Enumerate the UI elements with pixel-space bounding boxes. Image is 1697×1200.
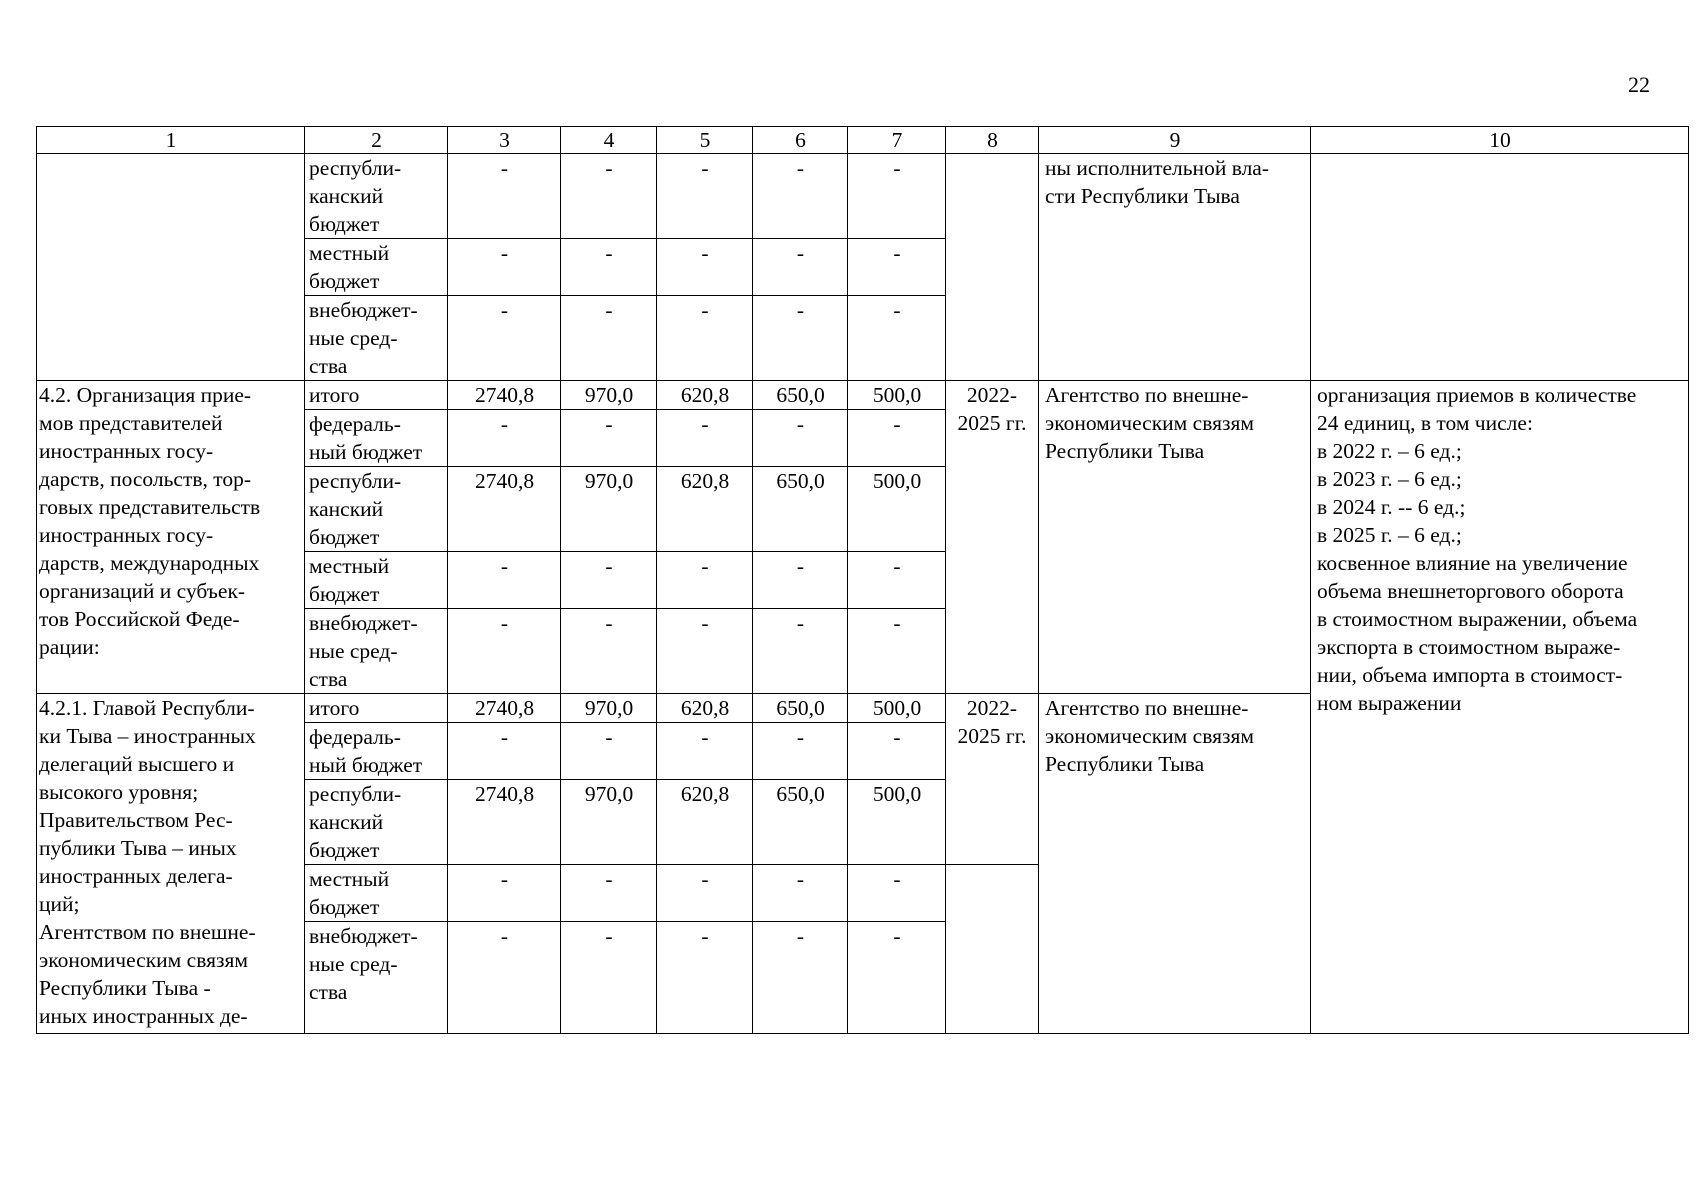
value-cell: -	[561, 239, 657, 296]
value-cell: -	[753, 865, 848, 922]
value-cell: 650,0	[753, 381, 848, 410]
table-row	[37, 154, 1689, 239]
value-cell: -	[657, 239, 753, 296]
value-cell: -	[753, 922, 848, 1034]
value-cell: -	[561, 865, 657, 922]
value-cell: 500,0	[848, 694, 946, 723]
value-cell: -	[561, 552, 657, 609]
executor-cell: Агентство по внешне- экономическим связям Республики Тыва	[1039, 381, 1311, 694]
funding-source: итого	[305, 381, 448, 410]
value-cell: -	[753, 723, 848, 780]
value-cell: -	[448, 410, 561, 467]
header-row	[37, 127, 1689, 154]
value-cell: -	[657, 609, 753, 694]
value-cell: -	[561, 609, 657, 694]
header-cell: 6	[753, 127, 848, 154]
value-cell: -	[657, 552, 753, 609]
value-cell: -	[561, 922, 657, 1034]
value-cell: -	[657, 154, 753, 239]
value-cell: 2740,8	[448, 467, 561, 552]
header-cell: 10	[1311, 127, 1689, 154]
value-cell: -	[848, 865, 946, 922]
header-cell: 1	[37, 127, 305, 154]
funding-source: республи- канский бюджет	[305, 467, 448, 552]
value-cell: -	[753, 239, 848, 296]
result-cell-empty	[1311, 154, 1689, 381]
activity-name: 4.2.1. Главой Республи- ки Тыва – иностранных делегаций высшего и высокого уровня; Правительством Рес- публики Тыва – иных иностранных делега- ций; Агентством по внешне- экономическим связям Республики Тыва - иных иностранных де-	[37, 694, 305, 1034]
value-cell: 500,0	[848, 780, 946, 865]
program-table	[36, 126, 1689, 1034]
value-cell: -	[848, 552, 946, 609]
header-cell: 2	[305, 127, 448, 154]
period-cell-empty	[946, 154, 1039, 381]
period-cell: 2022- 2025 гг.	[946, 694, 1039, 865]
value-cell: -	[848, 922, 946, 1034]
value-cell: -	[657, 723, 753, 780]
funding-source: местный бюджет	[305, 239, 448, 296]
value-cell: -	[848, 723, 946, 780]
header-cell: 5	[657, 127, 753, 154]
activity-cell-empty	[37, 154, 305, 381]
value-cell: 650,0	[753, 780, 848, 865]
value-cell: -	[848, 410, 946, 467]
funding-source: внебюджет- ные сред- ства	[305, 922, 448, 1034]
header-cell: 8	[946, 127, 1039, 154]
period-cell: 2022- 2025 гг.	[946, 381, 1039, 694]
value-cell: 2740,8	[448, 381, 561, 410]
header-cell: 7	[848, 127, 946, 154]
funding-source: федераль- ный бюджет	[305, 410, 448, 467]
value-cell: -	[657, 865, 753, 922]
value-cell: -	[561, 723, 657, 780]
value-cell: 500,0	[848, 467, 946, 552]
value-cell: -	[448, 296, 561, 381]
value-cell: 620,8	[657, 780, 753, 865]
activity-name: 4.2. Организация прие- мов представителей иностранных госу- дарств, посольств, тор- говых представительств иностранных госу- дарств, международных организаций и субъек- тов Российской Феде- рации:	[37, 381, 305, 694]
table-row	[37, 381, 1689, 410]
value-cell: -	[753, 154, 848, 239]
value-cell: -	[448, 723, 561, 780]
funding-source: внебюджет- ные сред- ства	[305, 609, 448, 694]
value-cell: -	[657, 296, 753, 381]
value-cell: -	[848, 154, 946, 239]
funding-source: местный бюджет	[305, 552, 448, 609]
funding-source: федераль- ный бюджет	[305, 723, 448, 780]
value-cell: -	[561, 296, 657, 381]
value-cell: -	[561, 154, 657, 239]
header-cell: 9	[1039, 127, 1311, 154]
result-cell: организация приемов в количестве 24 единиц, в том числе: в 2022 г. – 6 ед.; в 2023 г. – 6 ед.; в 2024 г. -- 6 ед.; в 2025 г. – 6 ед.; косвенное влияние на увеличение объема внешнеторгового оборота в стоимостном выражении, объема экспорта в стоимостном выраже- нии, объема импорта в стоимост- ном выражении	[1311, 381, 1689, 1034]
value-cell: -	[448, 154, 561, 239]
value-cell: -	[448, 239, 561, 296]
value-cell: -	[848, 609, 946, 694]
value-cell: 620,8	[657, 694, 753, 723]
value-cell: -	[753, 296, 848, 381]
period-cell-empty	[946, 865, 1039, 1034]
value-cell: 970,0	[561, 780, 657, 865]
value-cell: 500,0	[848, 381, 946, 410]
value-cell: 970,0	[561, 694, 657, 723]
value-cell: 620,8	[657, 467, 753, 552]
value-cell: 2740,8	[448, 694, 561, 723]
value-cell: -	[657, 410, 753, 467]
executor-cell: ны исполнительной вла- сти Республики Тыва	[1039, 154, 1311, 381]
page-number: 22	[1628, 72, 1650, 97]
value-cell: -	[753, 552, 848, 609]
executor-cell: Агентство по внешне- экономическим связям Республики Тыва	[1039, 694, 1311, 1034]
funding-source: внебюджет- ные сред- ства	[305, 296, 448, 381]
header-cell: 4	[561, 127, 657, 154]
funding-source: республи- канский бюджет	[305, 780, 448, 865]
value-cell: -	[448, 609, 561, 694]
value-cell: 970,0	[561, 381, 657, 410]
header-cell: 3	[448, 127, 561, 154]
value-cell: 650,0	[753, 694, 848, 723]
value-cell: -	[448, 922, 561, 1034]
value-cell: -	[753, 609, 848, 694]
value-cell: -	[657, 922, 753, 1034]
value-cell: 970,0	[561, 467, 657, 552]
value-cell: -	[848, 239, 946, 296]
funding-source: местный бюджет	[305, 865, 448, 922]
funding-source: республи- канский бюджет	[305, 154, 448, 239]
value-cell: -	[753, 410, 848, 467]
value-cell: 650,0	[753, 467, 848, 552]
value-cell: -	[561, 410, 657, 467]
funding-source: итого	[305, 694, 448, 723]
value-cell: 620,8	[657, 381, 753, 410]
value-cell: -	[848, 296, 946, 381]
value-cell: 2740,8	[448, 780, 561, 865]
value-cell: -	[448, 865, 561, 922]
value-cell: -	[448, 552, 561, 609]
